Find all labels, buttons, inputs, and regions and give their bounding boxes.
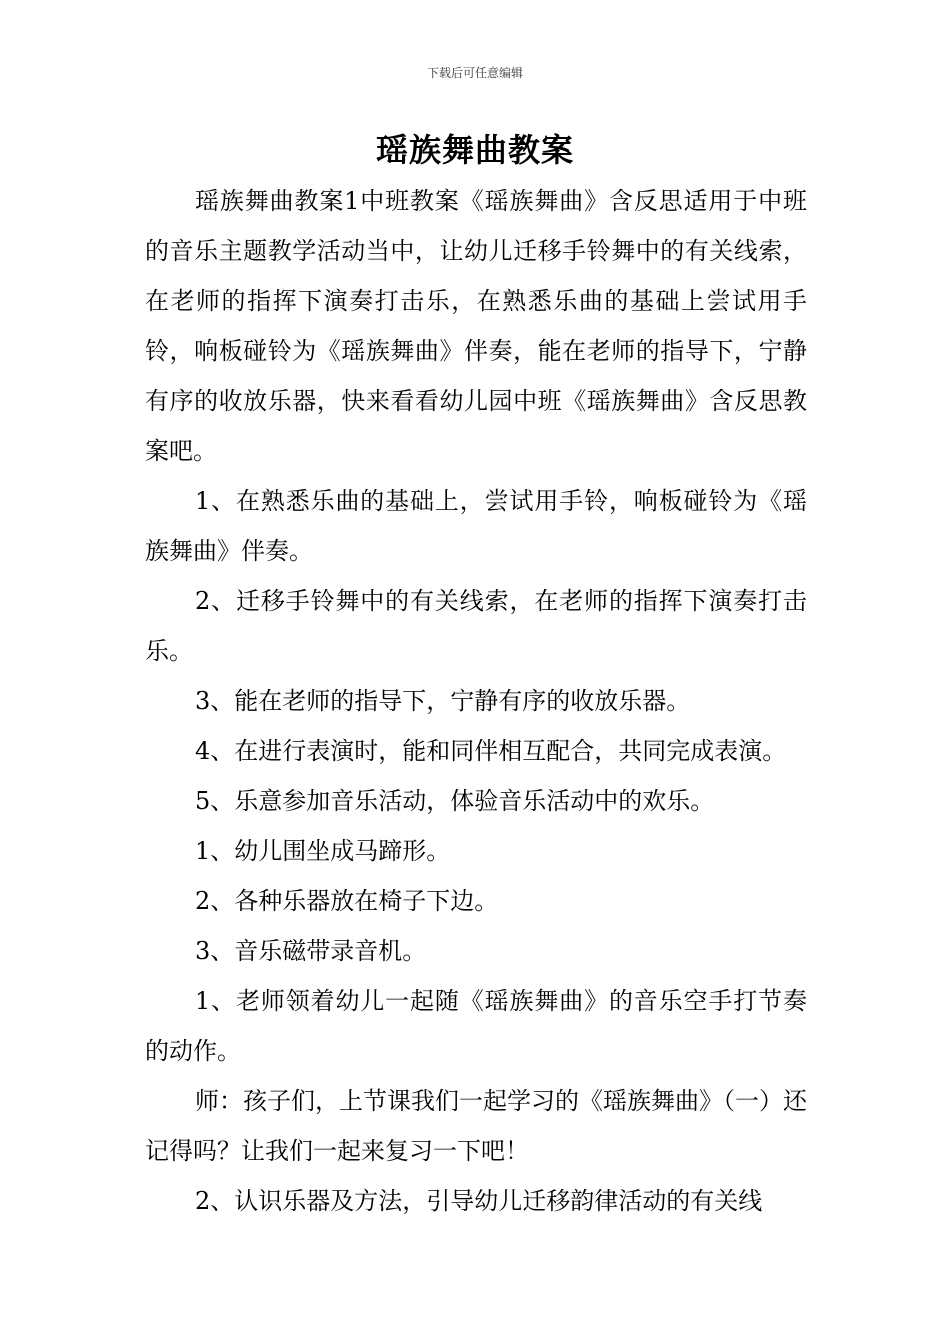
paragraph-process-1: 1、老师领着幼儿一起随《瑶族舞曲》的音乐空手打节奏的动作。 bbox=[145, 987, 807, 1065]
paragraph-intro: 瑶族舞曲教案1中班教案《瑶族舞曲》含反思适用于中班的音乐主题教学活动当中，让幼儿迁移手铃舞中的有关线索，在老师的指挥下演奏打击乐，在熟悉乐曲的基础上尝试用手铃，响板碰铃为《瑶族舞曲》伴奏，能在老师的指导下，宁静有序的收放乐器，快来看看幼儿园中班《瑶族舞曲》含反思教案吧。 bbox=[145, 187, 807, 465]
paragraph-prep-2: 2、各种乐器放在椅子下边。 bbox=[195, 887, 499, 915]
page-header-note: 下载后可任意编辑 bbox=[426, 66, 523, 80]
document-title: 瑶族舞曲教案 bbox=[375, 131, 574, 169]
paragraph-goal-4: 4、在进行表演时，能和同伴相互配合，共同完成表演。 bbox=[195, 737, 787, 765]
paragraph-goal-5: 5、乐意参加音乐活动，体验音乐活动中的欢乐。 bbox=[195, 787, 715, 815]
paragraph-process-2: 2、认识乐器及方法，引导幼儿迁移韵律活动的有关线 bbox=[195, 1187, 763, 1215]
paragraph-prep-3: 3、音乐磁带录音机。 bbox=[195, 937, 427, 965]
paragraph-goal-1: 1、在熟悉乐曲的基础上，尝试用手铃，响板碰铃为《瑶族舞曲》伴奏。 bbox=[145, 487, 807, 565]
paragraph-teacher-dialogue: 师：孩子们，上节课我们一起学习的《瑶族舞曲》（一）还记得吗？让我们一起来复习一下吧！ bbox=[145, 1087, 807, 1165]
paragraph-goal-2: 2、迁移手铃舞中的有关线索，在老师的指挥下演奏打击乐。 bbox=[145, 587, 807, 665]
paragraph-goal-3: 3、能在老师的指导下，宁静有序的收放乐器。 bbox=[195, 687, 691, 715]
document-body bbox=[145, 176, 807, 1226]
paragraph-prep-1: 1、幼儿围坐成马蹄形。 bbox=[195, 837, 451, 865]
